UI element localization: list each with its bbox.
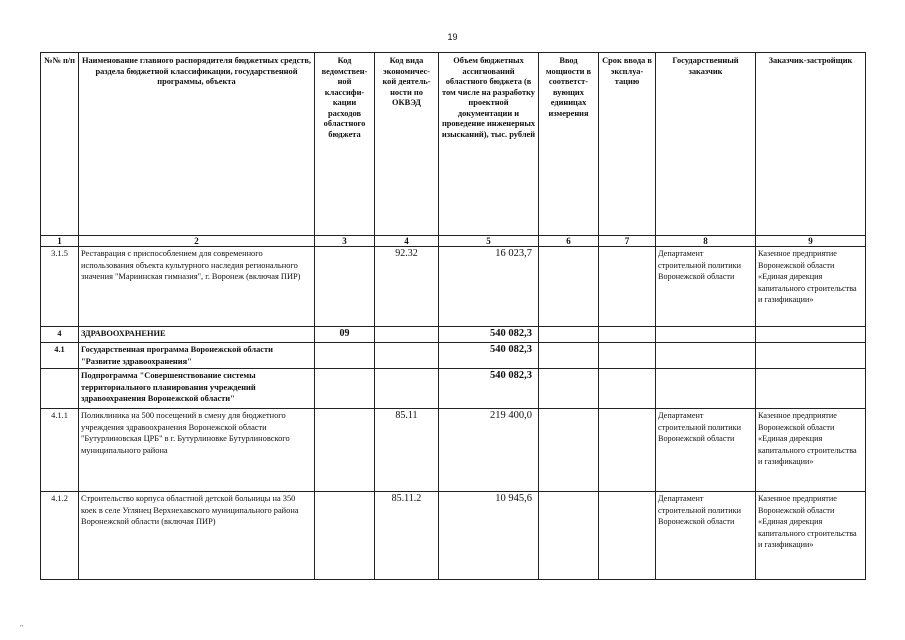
header-name: Наименование главного распорядителя бюджетных средств, раздела бюджетной классификации, государственной программы, объекта [79,53,315,236]
row-amount: 540 082,3 [439,327,539,343]
header-row [41,53,866,236]
scan-mark: ,, [20,620,24,628]
row-term [599,369,656,409]
header-developer: Заказчик-застройщик [756,53,866,236]
table-row [41,343,866,369]
column-number: 7 [599,236,656,247]
row-developer [756,369,866,409]
row-capacity [539,327,599,343]
row-developer: Казенное предприятие Воронежской области «Единая дирекция капитального строительства и газификации» [756,409,866,492]
row-name: Поликлиника на 500 посещений в смену для бюджетного учреждения здравоохранения Воронежской области "Бутурлиновская ЦРБ" в г. Бутурлиновке Бутурлиновского муниципального района [79,409,315,492]
column-number: 6 [539,236,599,247]
row-customer [656,327,756,343]
page-number: 19 [447,32,458,42]
row-developer: Казенное предприятие Воронежской области «Единая дирекция капитального строительства и газификации» [756,247,866,327]
row-name: Государственная программа Воронежской области "Развитие здравоохранения" [79,343,315,369]
row-num: 4.1.1 [41,409,79,492]
column-number: 3 [315,236,375,247]
row-customer: Департамент строительной политики Воронежской области [656,247,756,327]
row-okved: 92.32 [375,247,439,327]
row-term [599,409,656,492]
header-amount: Объем бюджетных ассигнований областного бюджета (в том числе на разработку проектной документации и проведение инженерных изысканий), тыс. рублей [439,53,539,236]
row-okved [375,343,439,369]
row-dept-code [315,492,375,580]
budget-table [40,52,866,580]
row-customer: Департамент строительной политики Воронежской области [656,409,756,492]
row-developer [756,327,866,343]
row-capacity [539,343,599,369]
row-term [599,343,656,369]
row-term [599,492,656,580]
column-number: 9 [756,236,866,247]
column-number-row [41,236,866,247]
table-row [41,409,866,492]
row-term [599,327,656,343]
row-amount: 10 945,6 [439,492,539,580]
row-name: Реставрация с приспособлением для современного использования объекта культурного наследия регионального значения "Мариинская гимназия", г. Воронеж (включая ПИР) [79,247,315,327]
column-number: 1 [41,236,79,247]
row-amount: 16 023,7 [439,247,539,327]
row-okved: 85.11.2 [375,492,439,580]
row-term [599,247,656,327]
row-dept-code [315,247,375,327]
row-capacity [539,247,599,327]
row-customer [656,343,756,369]
row-okved [375,327,439,343]
row-dept-code [315,369,375,409]
row-name: Строительство корпуса областной детской больницы на 350 коек в селе Углянец Верхнехавского муниципального района Воронежской области (включая ПИР) [79,492,315,580]
row-capacity [539,409,599,492]
row-capacity [539,369,599,409]
row-num: 4 [41,327,79,343]
row-okved: 85.11 [375,409,439,492]
table-row [41,247,866,327]
column-number: 2 [79,236,315,247]
row-developer: Казенное предприятие Воронежской области «Единая дирекция капитального строительства и газификации» [756,492,866,580]
table-row [41,369,866,409]
row-customer [656,369,756,409]
header-okved: Код вида экономичес-кой деятель-ности по ОКВЭД [375,53,439,236]
row-amount: 219 400,0 [439,409,539,492]
row-dept-code [315,343,375,369]
row-customer: Департамент строительной политики Воронежской области [656,492,756,580]
column-number: 5 [439,236,539,247]
row-developer [756,343,866,369]
row-okved [375,369,439,409]
header-dept-code: Код ведомствен-ной классифи-кации расходов областного бюджета [315,53,375,236]
row-num: 4.1.2 [41,492,79,580]
row-capacity [539,492,599,580]
row-amount: 540 082,3 [439,343,539,369]
row-num: 3.1.5 [41,247,79,327]
column-number: 8 [656,236,756,247]
header-num: №№ п/п [41,53,79,236]
row-name: Подпрограмма "Совершенствование системы территориального планирования учреждений здравоохранения Воронежской области" [79,369,315,409]
table-row [41,327,866,343]
row-name: ЗДРАВООХРАНЕНИЕ [79,327,315,343]
row-num [41,369,79,409]
header-term: Срок ввода в эксплуа-тацию [599,53,656,236]
header-capacity: Ввод мощности в соответст-вующих единицах измерения [539,53,599,236]
row-num: 4.1 [41,343,79,369]
column-number: 4 [375,236,439,247]
row-dept-code: 09 [315,327,375,343]
table-row [41,492,866,580]
header-customer: Государственный заказчик [656,53,756,236]
row-amount: 540 082,3 [439,369,539,409]
row-dept-code [315,409,375,492]
